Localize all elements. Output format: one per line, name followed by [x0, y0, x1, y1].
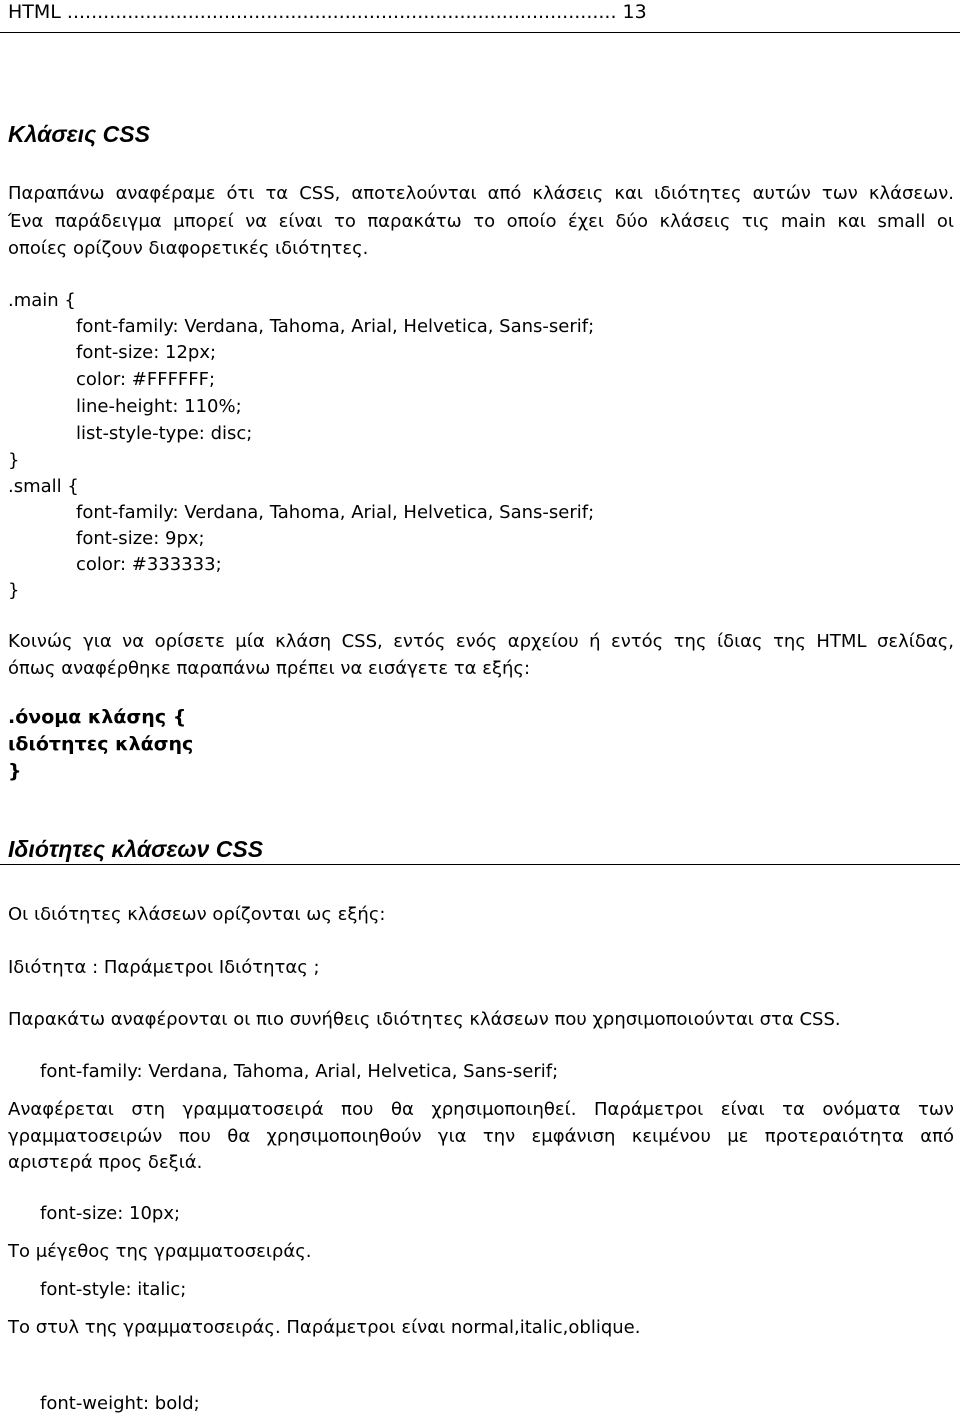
code-line: list-style-type: disc; [76, 423, 253, 444]
running-header: HTML ........................................................................................... 13 [8, 1, 647, 23]
font-family-desc-line-2: γραμματοσειρών που θα χρησιμοποιηθούν για την εμφάνιση κειμένου με προτεραιότητα από [8, 1126, 954, 1147]
font-style-desc: Το στυλ της γραμματοσειράς. Παράμετροι είναι normal,italic,oblique. [8, 1317, 641, 1338]
code-line: font-size: 12px; [76, 342, 217, 363]
after-line-1: Κοινώς για να ορίσετε μία κλάση CSS, εντός ενός αρχείου ή εντός της ίδιας της HTML σελίδας, [8, 631, 954, 652]
intro-line-3: οποίες ορίζουν διαφορετικές ιδιότητες. [8, 238, 369, 259]
code-main-open: .main { [8, 290, 76, 311]
font-family-desc-line-3: αριστερά προς δεξιά. [8, 1152, 203, 1173]
code-line: color: #333333; [76, 554, 222, 575]
code-line: font-size: 9px; [76, 528, 205, 549]
font-family-desc-line-1: Αναφέρεται στη γραμματοσειρά που θα χρησιμοποιηθεί. Παράμετροι είναι τα ονόματα των [8, 1099, 954, 1120]
header-divider [0, 32, 960, 33]
section-divider [0, 864, 960, 865]
syntax-line-1: .όνομα κλάσης { [8, 706, 187, 728]
property-font-style: font-style: italic; [40, 1279, 187, 1300]
code-line: line-height: 110%; [76, 396, 242, 417]
syntax-line-2: ιδιότητες κλάσης [8, 733, 194, 755]
property-font-weight: font-weight: bold; [40, 1393, 200, 1414]
font-size-desc: Το μέγεθος της γραμματοσειράς. [8, 1241, 312, 1262]
code-line: font-family: Verdana, Tahoma, Arial, Helvetica, Sans-serif; [76, 502, 595, 523]
code-main-close: } [8, 450, 20, 471]
paragraph-syntax: Ιδιότητα : Παράμετροι Ιδιότητας ; [8, 957, 320, 978]
property-font-family: font-family: Verdana, Tahoma, Arial, Helvetica, Sans-serif; [40, 1061, 559, 1082]
property-font-size: font-size: 10px; [40, 1203, 181, 1224]
paragraph-common-properties: Παρακάτω αναφέρονται οι πιο συνήθεις ιδιότητες κλάσεων που χρησιμοποιούνται στα CSS. [8, 1009, 841, 1030]
code-line: color: #FFFFFF; [76, 369, 216, 390]
code-small-close: } [8, 580, 20, 601]
after-line-2: όπως αναφέρθηκε παραπάνω πρέπει να εισάγετε τα εξής: [8, 658, 531, 679]
section-heading-css-classes: Κλάσεις CSS [8, 121, 150, 147]
section-heading-class-properties: Ιδιότητες κλάσεων CSS [8, 836, 264, 862]
code-small-open: .small { [8, 476, 79, 497]
code-line: font-family: Verdana, Tahoma, Arial, Helvetica, Sans-serif; [76, 316, 595, 337]
syntax-line-3: } [8, 760, 22, 782]
paragraph-definition: Οι ιδιότητες κλάσεων ορίζονται ως εξής: [8, 904, 386, 925]
intro-line-1: Παραπάνω αναφέραμε ότι τα CSS, αποτελούνται από κλάσεις και ιδιότητες αυτών των κλάσεων. [8, 183, 954, 204]
intro-line-2: Ένα παράδειγμα μπορεί να είναι το παρακάτω το οποίο έχει δύο κλάσεις τις main και small οι [8, 211, 954, 232]
